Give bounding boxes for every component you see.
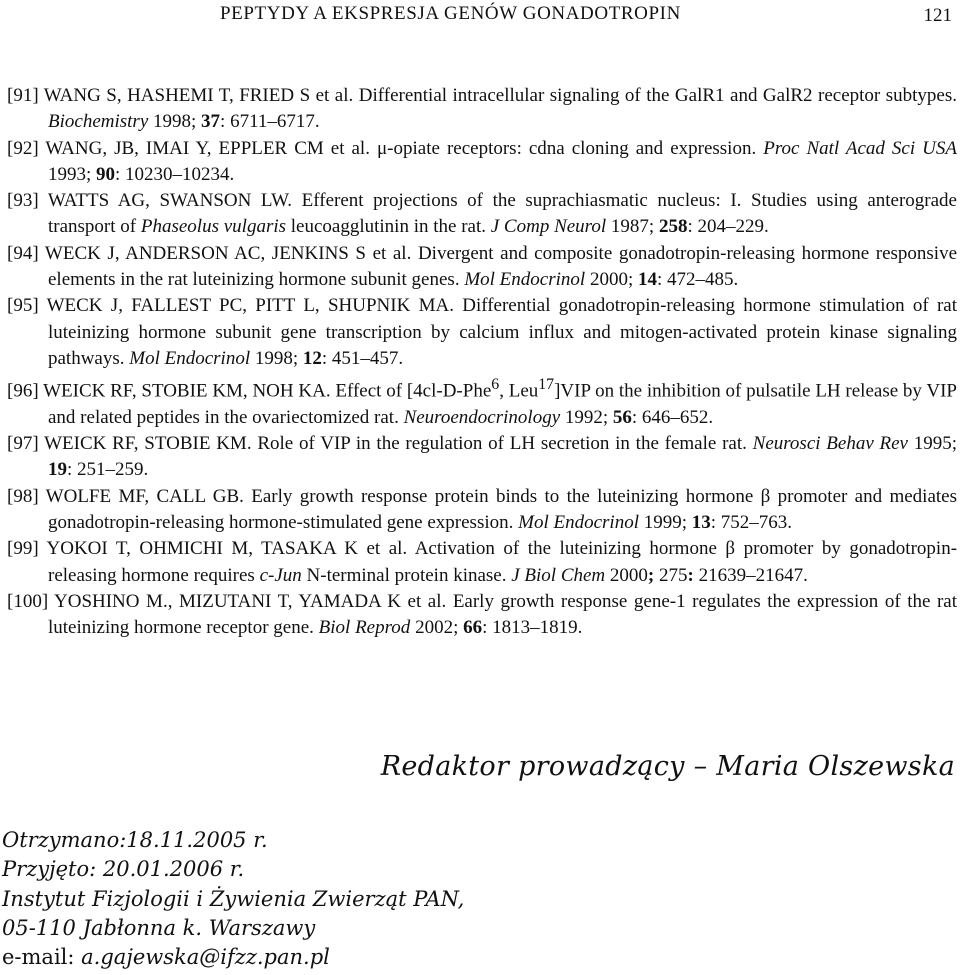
institute-address: 05-110 Jabłonna k. Warszawy (2, 915, 316, 940)
page-header (0, 3, 960, 31)
reference-title-cont: , Leu (499, 380, 539, 402)
institute-name: Instytut Fizjologii i Żywienia Zwierząt PAN, (2, 886, 465, 911)
reference-volume: 37 (201, 111, 221, 133)
reference-authors: WATTS AG, SWANSON LW. (47, 190, 293, 212)
reference-title: Divergent and composite gonadotropin-releasing hormone responsive elements in the rat luteinizing hormone subunit genes. (48, 242, 958, 291)
reference-volume-separator: : (687, 564, 694, 586)
reference-year: 1987; (610, 216, 655, 238)
reference-year: 2002; (415, 617, 459, 639)
accepted-date: Przyjęto: 20.01.2006 r. (2, 857, 245, 882)
reference-pages: : 204–229. (687, 216, 769, 238)
reference-journal: J Biol Chem (511, 564, 606, 586)
reference-item (7, 136, 957, 189)
reference-gene: c-Jun (259, 564, 302, 586)
reference-number: [91] (7, 85, 39, 106)
reference-authors: WANG, JB, IMAI Y, EPPLER CM et al. (45, 137, 370, 159)
reference-number: [96] (7, 380, 39, 402)
running-title: PEPTYDY A EKSPRESJA GENÓW GONADOTROPIN (220, 3, 681, 24)
reference-journal: Neuroendocrinology (403, 406, 561, 428)
page-number: 121 (923, 5, 952, 26)
reference-title: Differential gonadotropin-releasing hormone stimulation of rat luteinizing hormone subunit gene transcription by calcium influx and mitogen-activated protein kinase signaling pathways. (48, 295, 957, 369)
reference-title-end: ]VIP on the inhibition of pulsatile LH release by VIP and related peptides in the ovariectomized rat. (48, 380, 957, 428)
reference-item (7, 241, 957, 294)
article-footer (2, 826, 464, 972)
reference-number: [94] (7, 242, 39, 264)
reference-year-separator: ; (647, 564, 655, 586)
reference-number: [97] (7, 433, 39, 455)
reference-title: Early growth response protein binds to the luteinizing hormone β promoter and mediates gonadotropin-releasing hormone-stimulated gene expression. (48, 485, 957, 534)
contact-email-line (2, 943, 464, 972)
reference-number: [92] (7, 137, 39, 159)
reference-journal: Proc Natl Acad Sci USA (763, 137, 957, 159)
reference-volume: 56 (612, 406, 632, 428)
reference-pages: : 752–763. (710, 512, 793, 534)
reference-title-cont: N-terminal protein kinase. (306, 564, 507, 586)
reference-authors: WANG S, HASHEMI T, FRIED S et al. (43, 85, 354, 106)
reference-year: 1993; (48, 163, 92, 185)
received-date: Otrzymano:18.11.2005 r. (2, 828, 268, 852)
reference-pages: : 646–652. (631, 406, 714, 428)
reference-authors: YOKOI T, OHMICHI M, TASAKA K et al. (46, 538, 408, 560)
reference-species: Phaseolus vulgaris (140, 216, 287, 238)
reference-item (7, 372, 957, 431)
reference-pages: : 472–485. (656, 269, 739, 291)
reference-volume: 12 (302, 347, 322, 369)
reference-title: Role of VIP in the regulation of LH secretion in the female rat. (257, 433, 747, 455)
email-address: a.gajewska@ifzz.pan.pl (81, 945, 330, 970)
reference-title: μ-opiate receptors: cdna cloning and expression. (376, 137, 757, 159)
reference-authors: YOSHINO M., MIZUTANI T, YAMADA K et al. (54, 590, 447, 612)
reference-item (7, 431, 957, 484)
reference-year: 2000; (589, 269, 634, 291)
reference-item (7, 83, 957, 136)
reference-journal: Biochemistry (48, 111, 149, 133)
reference-item (7, 484, 957, 537)
reference-item (7, 188, 957, 241)
reference-journal: Mol Endocrinol (464, 269, 586, 291)
superscript-position: 6 (491, 376, 500, 394)
reference-year: 1999; (643, 512, 688, 534)
reference-title: Activation of the luteinizing hormone β promoter by gonadotropin-releasing hormone requires (48, 538, 958, 586)
reference-number: [95] (7, 295, 39, 317)
reference-title: Early growth response gene-1 regulates the expression of the rat luteinizing hormone receptor gene. (48, 590, 958, 639)
reference-volume: 66 (463, 617, 483, 639)
reference-volume: 258 (658, 216, 688, 238)
reference-number: [99] (7, 538, 39, 560)
reference-pages: : 451–457. (321, 347, 404, 369)
reference-title: Efferent projections of the suprachiasmatic nucleus: I. Studies using anterograde transport of (48, 190, 957, 238)
reference-pages: : 251–259. (67, 459, 149, 481)
reference-volume: 14 (637, 269, 657, 291)
reference-year: 1998; (153, 111, 197, 133)
managing-editor: Redaktor prowadzący – Maria Olszewska (380, 751, 955, 782)
reference-item (7, 293, 957, 372)
reference-volume: 275 (659, 564, 688, 586)
reference-journal: J Comp Neurol (490, 216, 607, 238)
reference-authors: WOLFE MF, CALL GB. (45, 485, 244, 507)
reference-number: [98] (7, 485, 39, 507)
reference-year: 1998; (254, 347, 299, 369)
reference-number: [93] (7, 190, 39, 212)
reference-volume: 90 (96, 163, 116, 185)
reference-pages: : 1813–1819. (482, 617, 583, 639)
reference-authors: WECK J, ANDERSON AC, JENKINS S et al. (44, 242, 412, 264)
reference-pages: 21639–21647. (698, 564, 808, 586)
reference-journal: Mol Endocrinol (518, 512, 639, 534)
reference-authors: WEICK RF, STOBIE KM. (44, 433, 252, 455)
reference-pages: : 6711–6717. (220, 111, 320, 133)
reference-journal: Biol Reprod (318, 617, 411, 639)
reference-year: 1992; (564, 406, 609, 428)
reference-year: 1995; (913, 433, 958, 455)
reference-pages: : 10230–10234. (115, 163, 235, 185)
reference-authors: WECK J, FALLEST PC, PITT L, SHUPNIK MA. (46, 295, 454, 317)
superscript-position: 17 (538, 376, 555, 394)
reference-list (7, 83, 957, 642)
reference-item (7, 536, 957, 589)
reference-authors: WEICK RF, STOBIE KM, NOH KA. (43, 380, 331, 402)
reference-volume: 19 (48, 459, 67, 481)
email-label: e-mail: (2, 945, 75, 970)
reference-item (7, 589, 957, 642)
reference-number: [100] (7, 590, 49, 612)
reference-journal: Mol Endocrinol (129, 347, 251, 369)
reference-title-cont: leucoagglutinin in the rat. (290, 216, 486, 238)
reference-year: 2000 (609, 564, 648, 586)
reference-journal: Neurosci Behav Rev (752, 433, 908, 455)
reference-title: Differential intracellular signaling of the GalR1 and GalR2 receptor subtypes. (358, 85, 957, 106)
reference-volume: 13 (691, 512, 711, 534)
reference-title: Effect of [4cl-D-Phe (335, 380, 492, 402)
